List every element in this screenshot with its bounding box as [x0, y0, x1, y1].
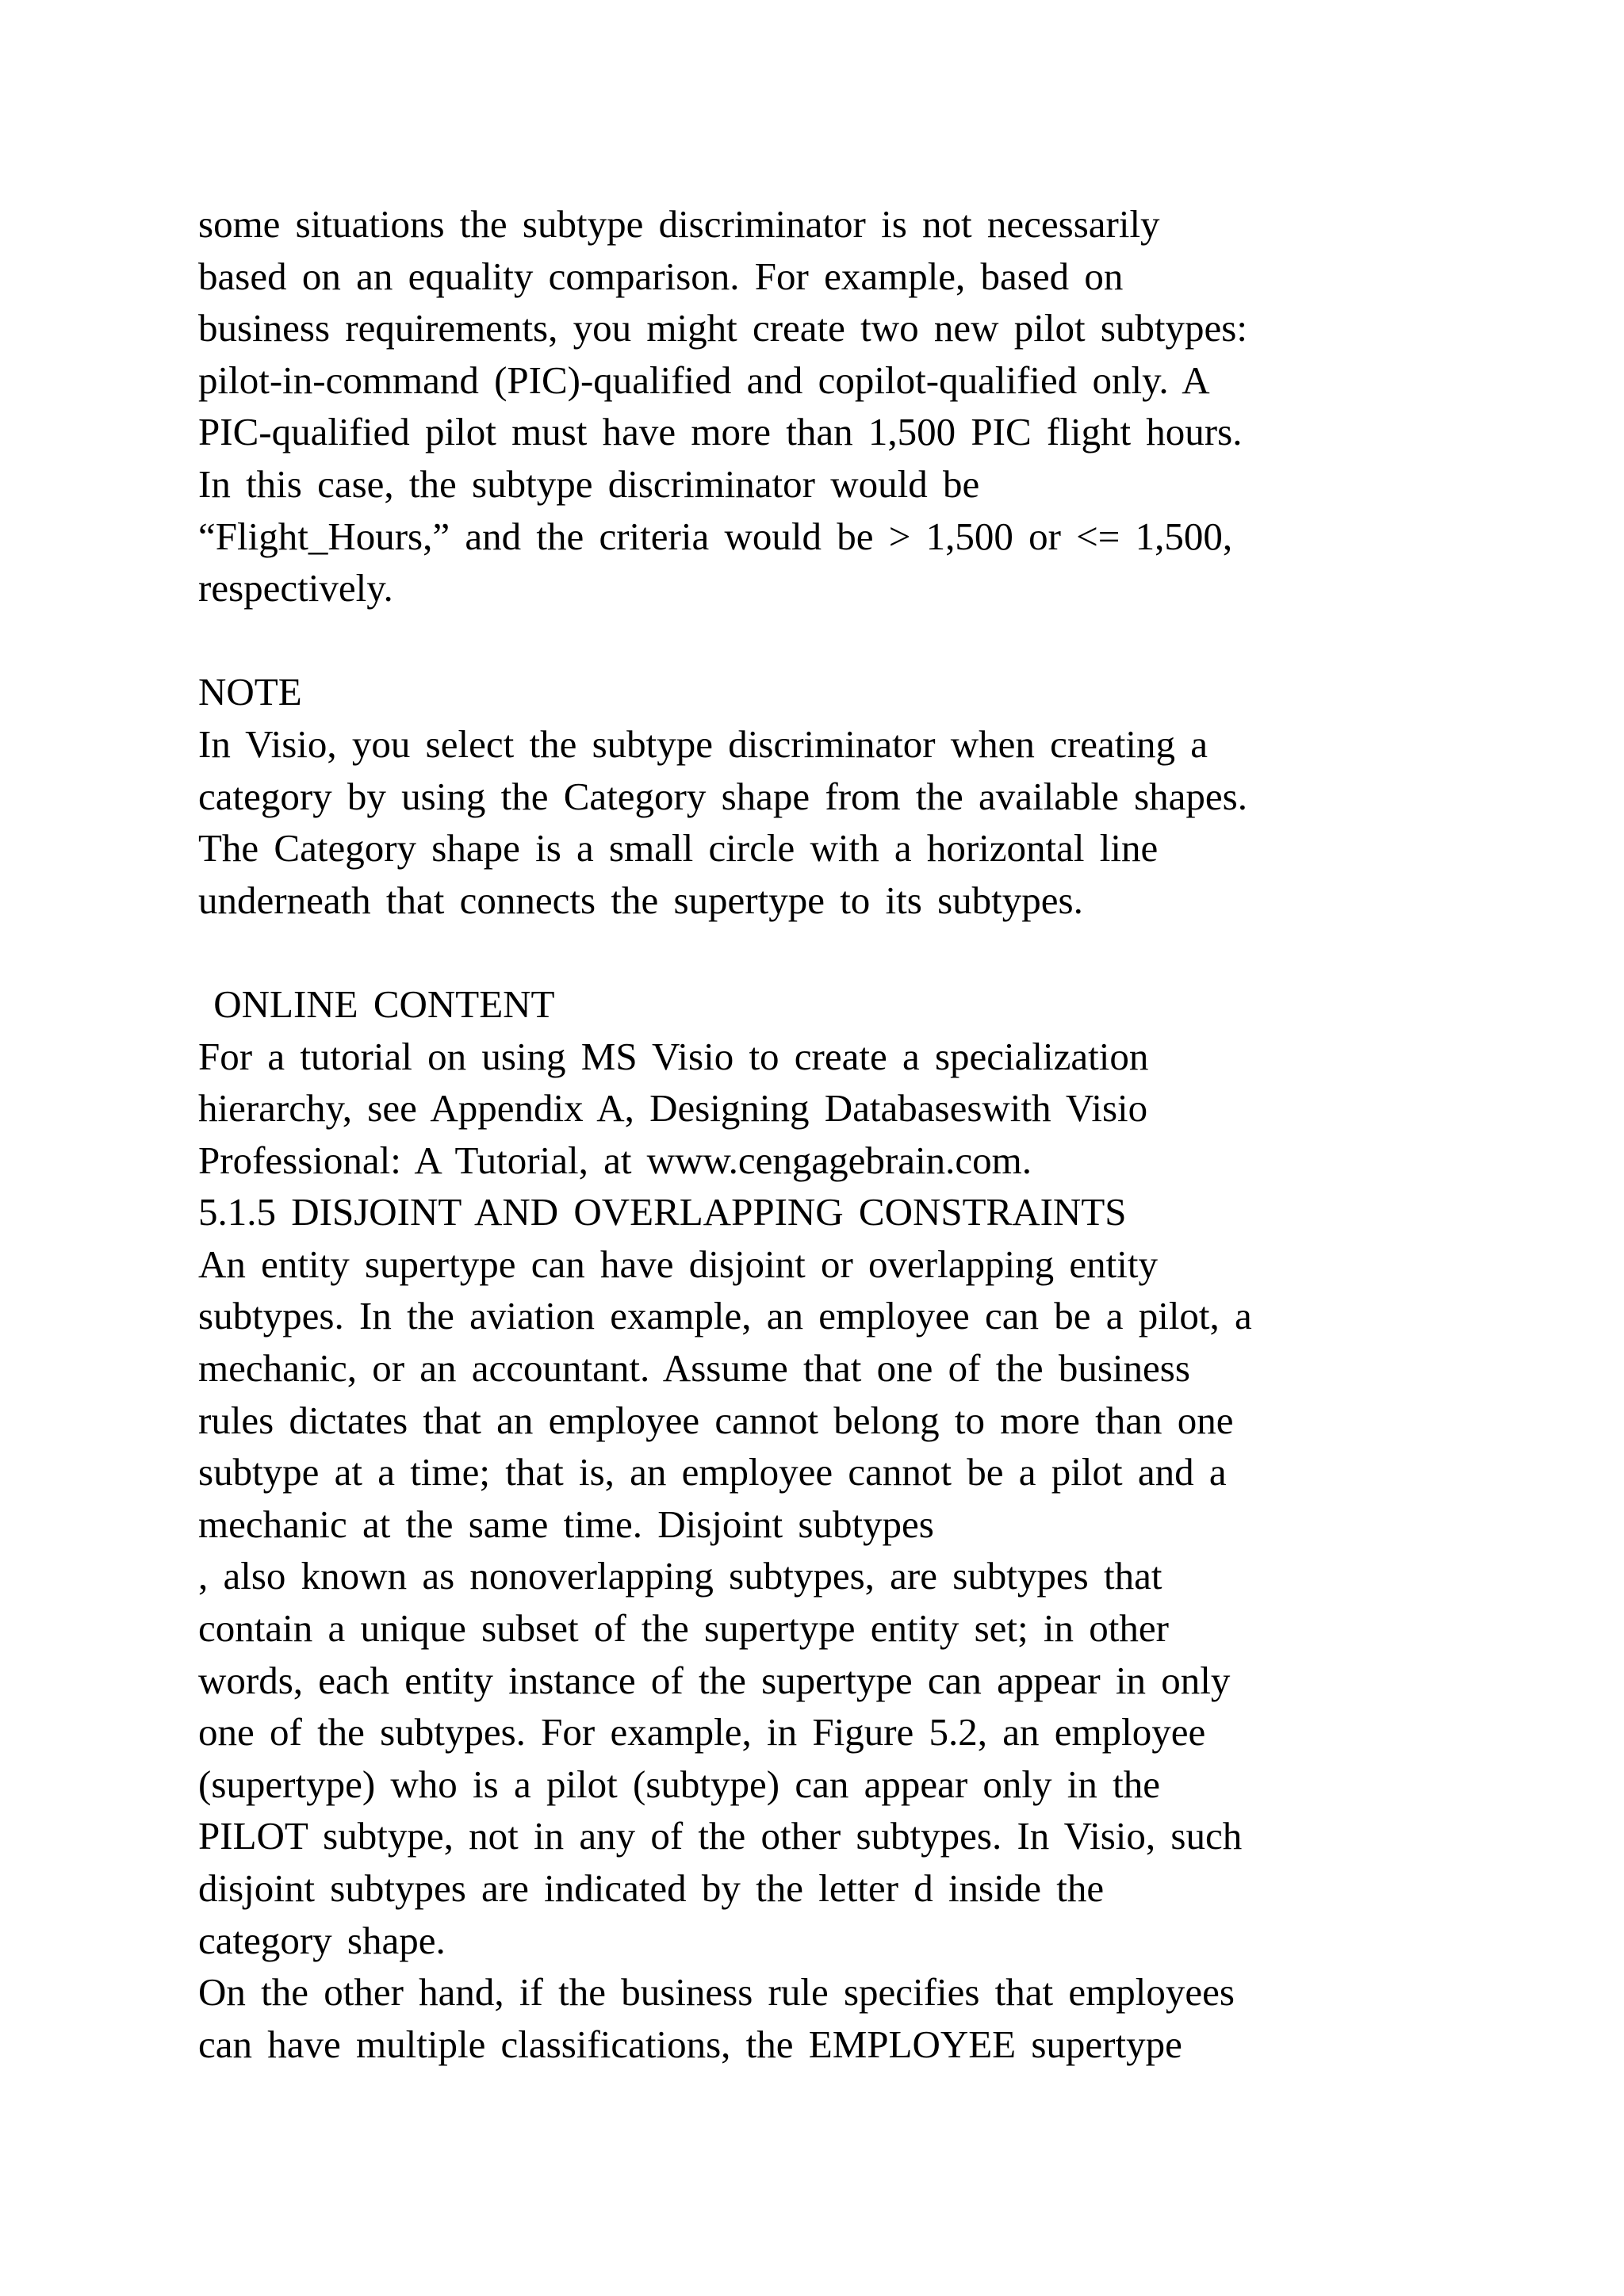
paragraph-overlapping: [198, 1966, 1467, 2070]
text-line: rules dictates that an employee cannot belong to more than one: [198, 1398, 1234, 1442]
section-heading: 5.1.5 DISJOINT AND OVERLAPPING CONSTRAINTS: [198, 1190, 1127, 1234]
text-line: category shape.: [198, 1918, 446, 1962]
text-line: hierarchy, see Appendix A, Designing Databaseswith Visio: [198, 1086, 1148, 1131]
text-line: mechanic at the same time. Disjoint subtypes: [198, 1502, 934, 1546]
text-line: Professional: A Tutorial, at www.cengagebrain.com.: [198, 1138, 1032, 1182]
text-line: The Category shape is a small circle with a horizontal line: [198, 826, 1159, 871]
text-line: words, each entity instance of the supertype can appear in only: [198, 1658, 1231, 1702]
text-line: based on an equality comparison. For example, based on: [198, 254, 1124, 298]
online-content-heading: ONLINE CONTENT: [198, 982, 555, 1026]
text-line: , also known as nonoverlapping subtypes, are subtypes that: [198, 1554, 1162, 1598]
note-heading: NOTE: [198, 670, 302, 714]
paragraph-subtype-discriminator: [198, 198, 1467, 614]
text-line: subtypes. In the aviation example, an employee can be a pilot, a: [198, 1294, 1252, 1338]
text-line: disjoint subtypes are indicated by the letter d inside the: [198, 1866, 1105, 1910]
paragraph-spacer: [198, 614, 1467, 667]
text-line: can have multiple classifications, the EMPLOYEE supertype: [198, 2022, 1182, 2066]
text-line: For a tutorial on using MS Visio to create a specialization: [198, 1034, 1149, 1078]
text-line: pilot-in-command (PIC)-qualified and copilot-qualified only. A: [198, 358, 1210, 402]
text-line: business requirements, you might create two new pilot subtypes:: [198, 306, 1247, 350]
text-line: PILOT subtype, not in any of the other subtypes. In Visio, such: [198, 1814, 1243, 1858]
text-line: (supertype) who is a pilot (subtype) can appear only in the: [198, 1762, 1161, 1806]
section-disjoint-overlapping: [198, 1186, 1467, 1966]
text-line: In this case, the subtype discriminator would be: [198, 461, 980, 506]
note-block: [198, 666, 1467, 926]
online-content-block: [198, 978, 1467, 1186]
text-line: subtype at a time; that is, an employee cannot be a pilot and a: [198, 1450, 1227, 1494]
text-line: PIC-qualified pilot must have more than 1,500 PIC flight hours.: [198, 410, 1243, 454]
text-line: On the other hand, if the business rule specifies that employees: [198, 1970, 1235, 2015]
text-line: category by using the Category shape from the available shapes.: [198, 774, 1247, 818]
text-line: underneath that connects the supertype to its subtypes.: [198, 878, 1083, 922]
text-line: mechanic, or an accountant. Assume that one of the business: [198, 1346, 1190, 1391]
text-line: An entity supertype can have disjoint or overlapping entity: [198, 1242, 1158, 1286]
paragraph-spacer: [198, 926, 1467, 978]
text-line: “Flight_Hours,” and the criteria would be > 1,500 or <= 1,500,: [198, 514, 1233, 558]
text-line: respectively.: [198, 566, 393, 610]
text-line: In Visio, you select the subtype discriminator when creating a: [198, 721, 1208, 766]
text-line: contain a unique subset of the supertype entity set; in other: [198, 1606, 1169, 1651]
document-page: [198, 198, 1467, 2070]
text-line: one of the subtypes. For example, in Figure 5.2, an employee: [198, 1710, 1206, 1755]
text-line: some situations the subtype discriminator is not necessarily: [198, 202, 1160, 246]
